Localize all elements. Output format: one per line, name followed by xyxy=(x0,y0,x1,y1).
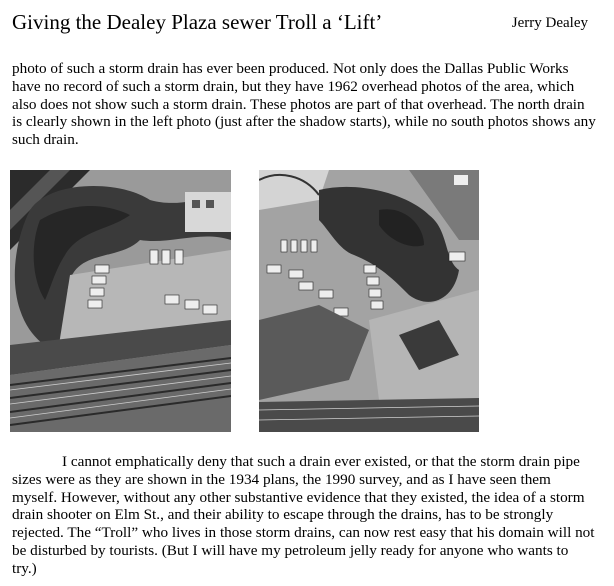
author-name: Jerry Dealey xyxy=(511,15,588,31)
aerial-photo-right xyxy=(259,170,479,432)
page-title: Giving the Dealey Plaza sewer Troll a ‘Lift’ xyxy=(12,10,383,34)
aerial-photo-left xyxy=(10,170,231,432)
page-header xyxy=(12,8,588,38)
paragraph-intro: photo of such a storm drain has ever been produced. Not only does the Dallas Public Works have no record of such a storm drain, but they have 1962 overhead photos of the area, which also does not show such a storm drain. These photos are part of that overhead. The north drain is clearly shown in the left photo (just after the shadow starts), while no south photos shows any such drain. xyxy=(12,60,596,149)
paragraph-conclusion: I cannot emphatically deny that such a drain ever existed, or that the storm drain pipe sizes were as they are shown in the 1934 plans, the 1990 survey, and as I have seen them myself. However, without any other substantive evidence that they existed, the idea of a storm drain shooter on Elm St., and their ability to escape through the drains, has to be strongly rejected. The “Troll” who lives in those storm drains, can now rest easy that his domain will not be disturbed by tourists. (But I will have my petroleum jelly ready for anyone who wants to try.) xyxy=(12,453,595,577)
